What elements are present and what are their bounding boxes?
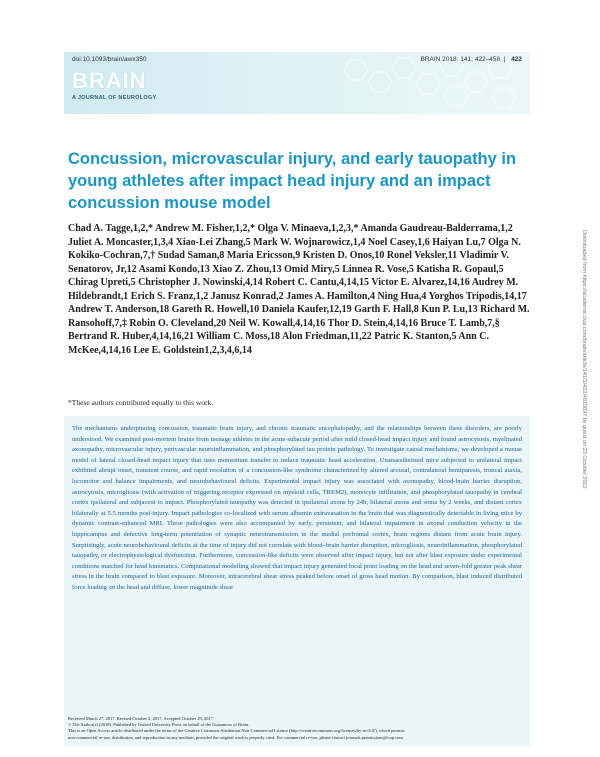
license-line-1: This is an Open Access article distributed under the terms of the Creative Commons Attribution Non-Commercial License (http://creativecommons.org/licenses/by-nc/4.0/), which permits (68, 728, 405, 734)
abstract-box (64, 416, 530, 746)
journal-banner (64, 52, 530, 114)
author-list: Chad A. Tagge,1,2,* Andrew M. Fisher,1,2,* Olga V. Minaeva,1,2,3,* Amanda Gaudreau-Balderrama,1,2 Juliet A. Moncaster,1,3,4 Xiao-Lei Zhang,5 Mark W. Wojnarowicz,1,4 Noel Casey,1,6 Haiyan Lu,7 Olga N. Kokiko-Cochran,7,† Sudad Saman,8 Maria Ericsson,9 Kristen D. Onos,10 Ronel Veksler,11 Vladimir V. Senatorov, Jr,12 Asami Kondo,13 Xiao Z. Zhou,13 Omid Miry,5 Linnea R. Vose,5 Katisha R. Gopaul,5 Chirag Upreti,5 Christopher J. Nowinski,4,14 Robert C. Cantu,4,14,15 Victor E. Alvarez,14,16 Audrey M. Hildebrandt,1 Erich S. Franz,1,2 Janusz Konrad,2 James A. Hamilton,4 Ning Hua,4 Yorghos Tripodis,14,17 Andrew T. Anderson,18 Gareth R. Howell,10 Daniela Kaufer,12,19 Garth F. Hall,8 Kun P. Lu,13 Richard M. Ransohoff,7,‡ Robin O. Cleveland,20 Neil W. Kowall,4,14,16 Thor D. Stein,4,14,16 Bruce T. Lamb,7,§ Bertrand R. Huber,4,14,16,21 William C. Moss,18 Alon Friedman,11,22 Patric K. Stanton,5 Ann C. McKee,4,14,16 Lee E. Goldstein1,2,3,4,6,14 (68, 223, 530, 356)
license-line-2: non-commercial re-use, distribution, and reproduction in any medium, provided the original work is properly cited. For commercial re-use, please contact journals.permissions@oup.com (68, 734, 403, 740)
equal-contribution-note: *These authors contributed equally to this work. (68, 398, 214, 407)
copyright-line: © The Author(s) (2018). Published by Oxford University Press on behalf of the Guarantors of Brain. (68, 722, 250, 728)
doi-text: doi:10.1093/brain/awx350 (72, 56, 147, 63)
citation-text: BRAIN 2018: 141; 422–458 | 422 (420, 56, 522, 63)
download-watermark: Downloaded from https://academic.oup.com/brain/article/141/2/422/4815697 by guest on 23 October 2022 (581, 230, 587, 489)
journal-logo: BRAIN (72, 68, 147, 93)
received-dates: Received March 27, 2017. Revised October 2, 2017. Accepted October 29, 2017 (68, 716, 213, 721)
article-title: Concussion, microvascular injury, and early tauopathy in young athletes after impact head injury and an impact concussion mouse model (68, 150, 517, 212)
journal-citation: BRAIN 2018: 141; 422–458 (420, 56, 501, 63)
journal-subtitle: A JOURNAL OF NEUROLOGY (72, 95, 157, 101)
article-footer (68, 716, 530, 741)
abstract-text: The mechanisms underpinning concussion, traumatic brain injury, and chronic traumatic encephalopathy, and the relationships between these disorders, are poorly understood. We examined post-mortem brains from teenage athletes in the acute-subacute period after mild closed-head impact injury and found astrocytosis, myelinated axonopathy, microvascular injury, perivascular neuroinflammation, and phosphorylated tau protein pathology. To investigate causal mechanisms, we developed a mouse model of lateral closed-head impact injury that uses momentum transfer to induce traumatic head acceleration. Unanaesthetized mice subjected to unilateral impact exhibited abrupt onset, transient course, and rapid resolution of a concussion-like syndrome characterized by altered arousal, contralateral hemiparesis, truncal ataxia, locomotor and balance impairments, and neurobehavioural deficits. Experimental impact injury was associated with axonopathy, blood-brain barrier disruption, astrocytosis, microgliosis (with activation of triggering receptor expressed on myeloid cells, TREM2), monocyte infiltration, and phosphorylated tauopathy in cerebral cortex ipsilateral and subjacent to impact. Phosphorylated tauopathy was detected in ipsilateral axons by 24h, bilateral axons and soma by 2 weeks, and distant cortex bilaterally at 5.5 months post-injury. Impact pathologies co-localized with serum albumin extravasation in the brain that was diagnostically detectable in living mice by dynamic contrast-enhanced MRI. These pathologies were also accompanied by early, persistent, and bilateral impairment in axonal conduction velocity in the hippocampus and defective long-term potentiation of synaptic neurotransmission in the medial prefrontal cortex, brain regions distant from acute brain injury. Surprisingly, acute neurobehavioural deficits at the time of injury did not correlate with blood–brain barrier disruption, microgliosis, neuroinflammation, phosphorylated tauopathy, or electrophysiological dysfunction. Furthermore, concussion-like deficits were observed after impact injury, but not after blast exposure under experimental conditions matched for head kinematics. Computational modelling showed that impact injury generated focal point loading on the head and seven-fold greater peak shear stress in the brain compared to blast exposure. Moreover, intracerebral shear stress peaked before onset of gross head motion. By comparison, blast induced distributed force loading on the head and diffuse, lower magnitude shear (72, 425, 522, 591)
page-number: 422 (511, 56, 522, 63)
